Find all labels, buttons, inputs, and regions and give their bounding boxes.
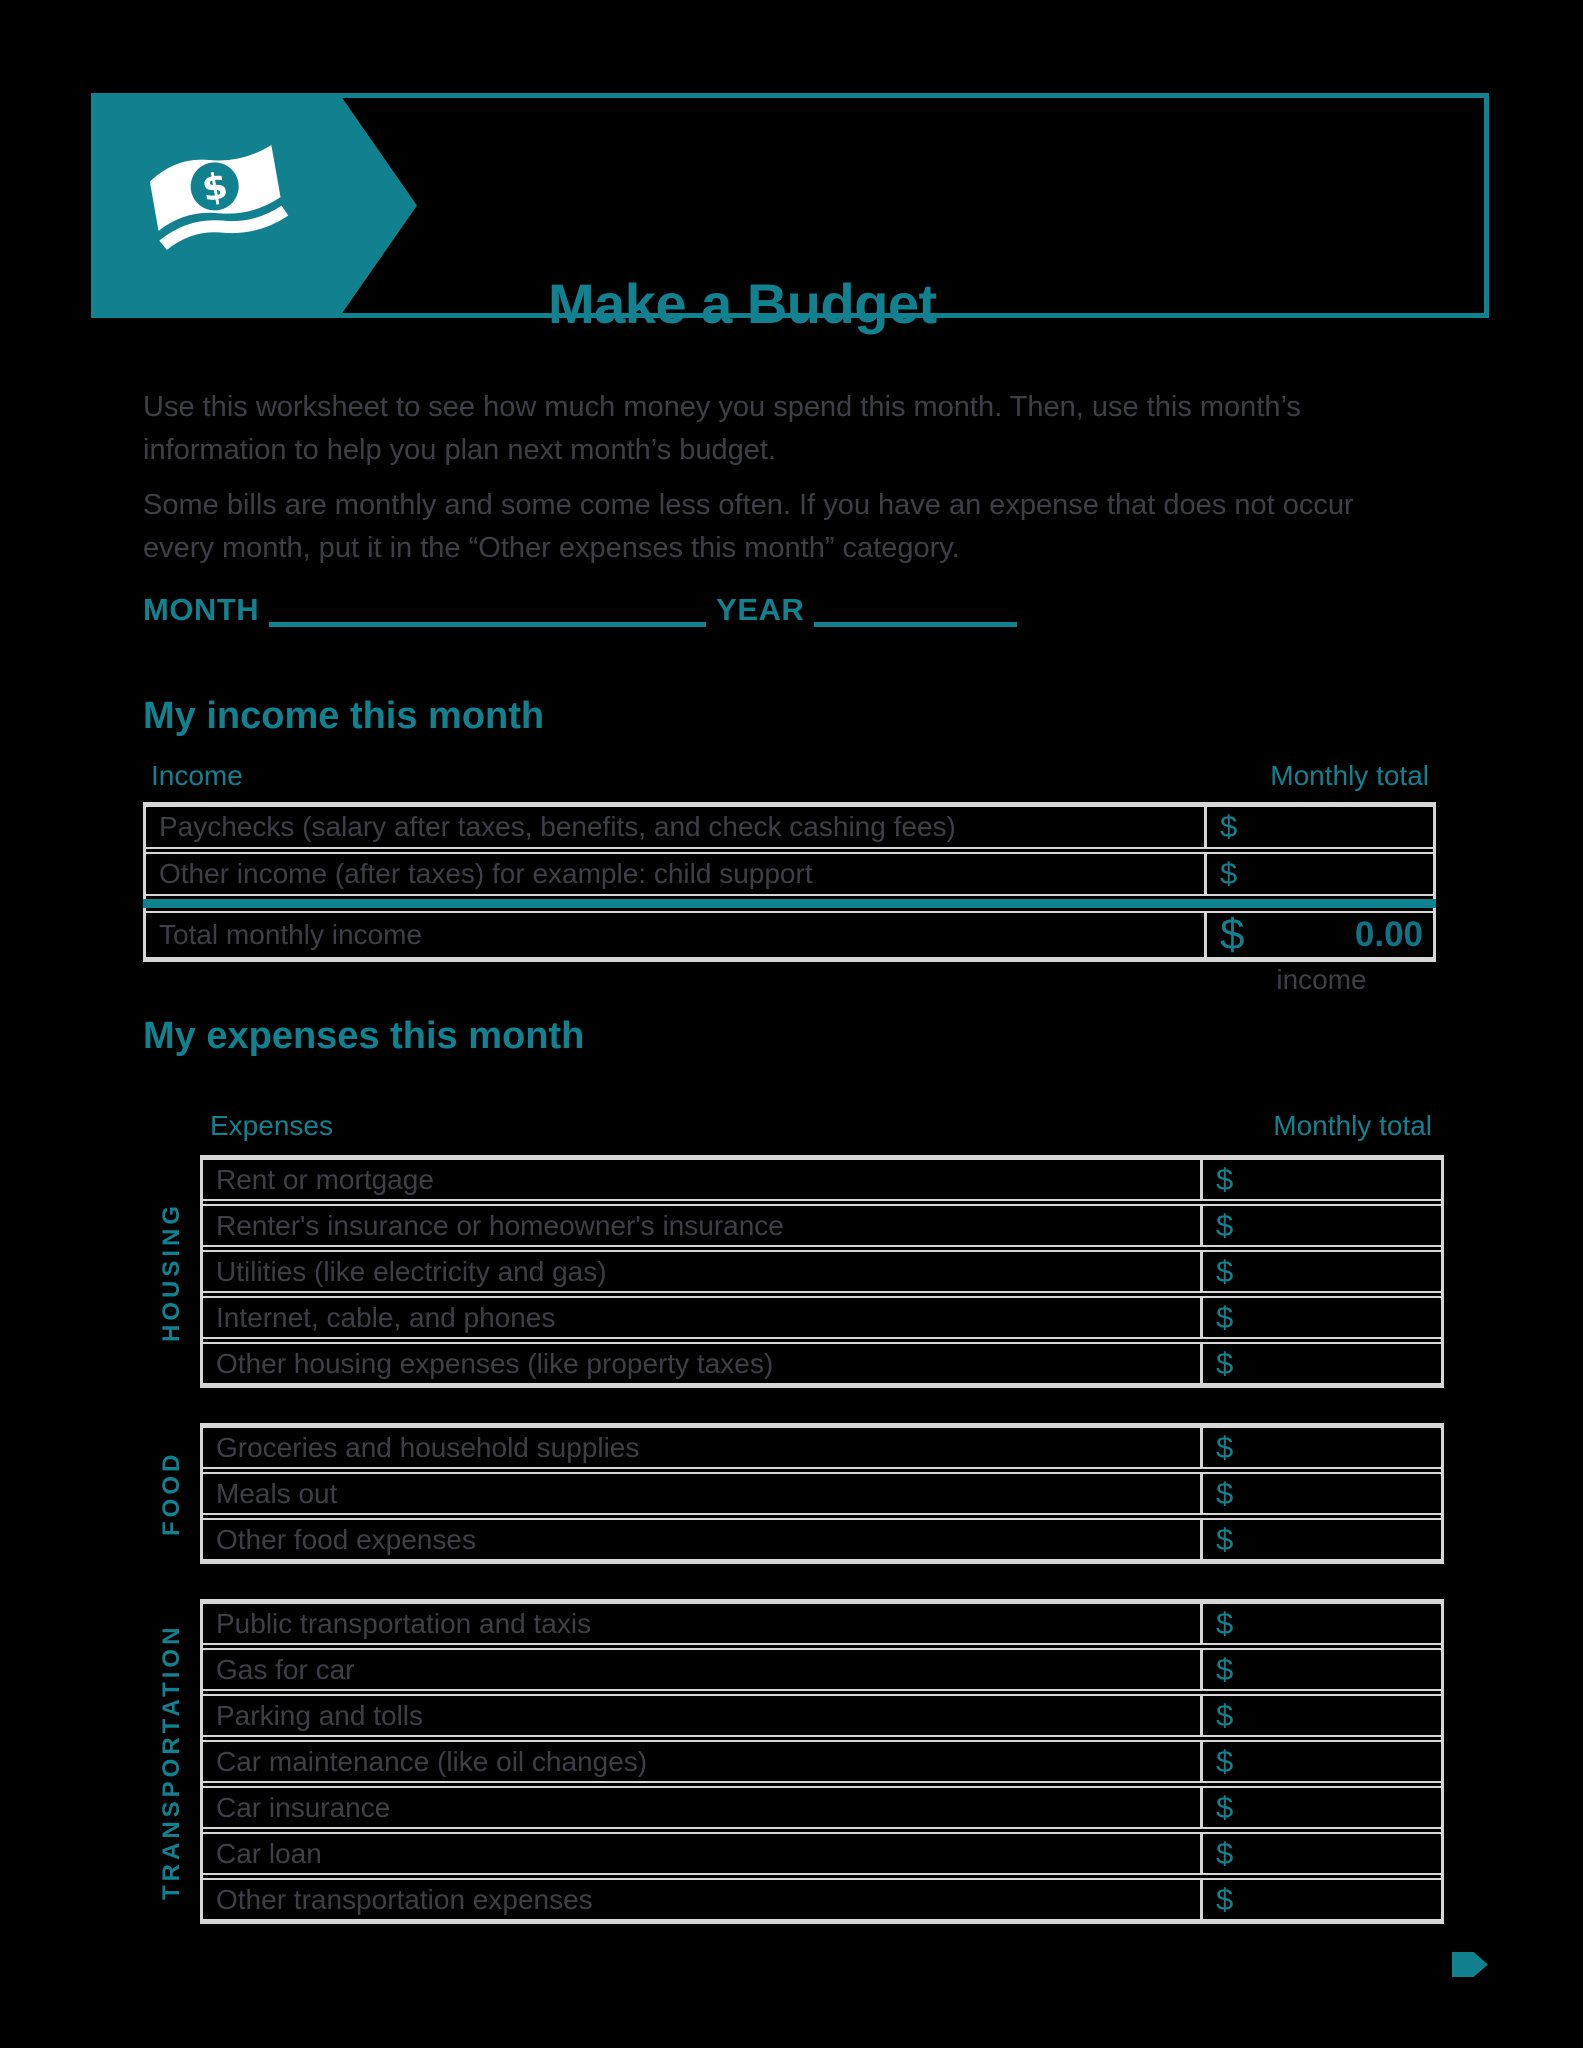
- table-row: [146, 852, 1433, 896]
- amount-cell[interactable]: [1200, 1344, 1441, 1383]
- category-label-housing: HOUSING: [158, 1201, 185, 1342]
- expense-label: Other housing expenses (like property taxes): [216, 1347, 774, 1379]
- dollar-sign: $: [1216, 1253, 1234, 1289]
- dollar-sign: $: [1216, 1789, 1234, 1825]
- expense-label: Renter's insurance or homeowner's insurance: [216, 1209, 784, 1241]
- amount-cell[interactable]: [1200, 1206, 1441, 1245]
- income-row-label: Other income (after taxes) for example: child support: [159, 858, 813, 889]
- expense-label: Internet, cable, and phones: [216, 1301, 556, 1333]
- expenses-monthly-total-label: Monthly total: [1273, 1110, 1432, 1141]
- dollar-sign: $: [1220, 809, 1238, 844]
- dollar-sign: $: [1216, 1161, 1234, 1197]
- table-row: [146, 805, 1433, 849]
- table-row: [203, 1786, 1441, 1829]
- year-label: YEAR: [716, 592, 805, 627]
- income-table: [143, 802, 1436, 962]
- table-row: [203, 1426, 1441, 1469]
- expense-label: Car insurance: [216, 1791, 391, 1823]
- intro-paragraph-2: Some bills are monthly and some come less often. If you have an expense that does not occur every month, put it in the “Other expenses this month” category.: [143, 489, 1354, 564]
- income-row-label: Paychecks (salary after taxes, benefits, and check cashing fees): [159, 811, 956, 842]
- amount-cell[interactable]: [1200, 1650, 1441, 1689]
- dollar-sign: $: [1216, 1605, 1234, 1641]
- amount-cell[interactable]: [1200, 1604, 1441, 1643]
- expense-label: Public transportation and taxis: [216, 1607, 592, 1639]
- intro-paragraph-1: Use this worksheet to see how much money you spend this month. Then, use this month’s information to help you plan next month’s budget.: [143, 391, 1301, 466]
- month-year-row: [143, 594, 1017, 629]
- amount-cell[interactable]: [1200, 1298, 1441, 1337]
- dollar-sign: $: [1220, 910, 1245, 959]
- category-label-food: FOOD: [158, 1450, 185, 1537]
- category-label-transportation: TRANSPORTATION: [158, 1623, 185, 1900]
- income-column-label: Income: [151, 760, 243, 791]
- amount-cell[interactable]: [1200, 1252, 1441, 1291]
- header-banner: [91, 93, 1489, 335]
- dollar-sign: $: [1216, 1299, 1234, 1335]
- dollar-sign: $: [1216, 1743, 1234, 1779]
- expense-label: Other transportation expenses: [216, 1883, 593, 1915]
- expense-label: Car loan: [216, 1837, 322, 1869]
- table-row: [203, 1296, 1441, 1339]
- table-row: [203, 1342, 1441, 1385]
- income-monthly-total-label: Monthly total: [1270, 760, 1429, 791]
- amount-cell[interactable]: [1200, 1428, 1441, 1467]
- income-section-heading: My income this month: [143, 695, 545, 737]
- income-total-label: Total monthly income: [159, 919, 423, 950]
- dollar-sign: $: [1216, 1697, 1234, 1733]
- expense-label: Rent or mortgage: [216, 1163, 434, 1195]
- dollar-sign: $: [1216, 1881, 1234, 1917]
- housing-expenses-table: [200, 1155, 1444, 1388]
- amount-cell[interactable]: [1200, 1696, 1441, 1735]
- dollar-sign: $: [1216, 1651, 1234, 1687]
- transportation-expenses-table: [200, 1599, 1444, 1924]
- dollar-sign: $: [1216, 1345, 1234, 1381]
- table-row: [203, 1518, 1441, 1561]
- expenses-column-label: Expenses: [210, 1110, 333, 1141]
- table-row: [203, 1158, 1441, 1201]
- dollar-sign: $: [1216, 1207, 1234, 1243]
- income-column-headers: [151, 760, 1429, 792]
- amount-cell[interactable]: [1204, 807, 1433, 847]
- month-label: MONTH: [143, 592, 260, 627]
- table-row: [203, 1878, 1441, 1921]
- food-expenses-table: [200, 1423, 1444, 1564]
- table-row: [203, 1250, 1441, 1293]
- expenses-section-heading: My expenses this month: [143, 1015, 585, 1057]
- page-title: Make a Budget: [548, 272, 937, 335]
- amount-cell[interactable]: [1200, 1742, 1441, 1781]
- expense-label: Car maintenance (like oil changes): [216, 1745, 648, 1777]
- expense-label: Meals out: [216, 1477, 338, 1509]
- table-row: [203, 1832, 1441, 1875]
- income-total-row: [146, 911, 1433, 959]
- month-input-line[interactable]: [269, 622, 706, 627]
- amount-cell[interactable]: [1200, 1788, 1441, 1827]
- table-row: [203, 1602, 1441, 1645]
- dollar-sign: $: [1216, 1475, 1234, 1511]
- table-row: [203, 1740, 1441, 1783]
- amount-cell[interactable]: [1200, 1880, 1441, 1919]
- expenses-column-headers: [210, 1110, 1432, 1142]
- total-amount-cell: [1204, 910, 1433, 959]
- amount-cell[interactable]: [1200, 1160, 1441, 1199]
- expense-label: Parking and tolls: [216, 1699, 424, 1731]
- year-input-line[interactable]: [814, 622, 1017, 627]
- page-corner-flag-icon: [1452, 1952, 1488, 1977]
- table-row: [203, 1648, 1441, 1691]
- table-row: [203, 1694, 1441, 1737]
- svg-text:$: $: [199, 165, 231, 211]
- amount-cell[interactable]: [1204, 854, 1433, 894]
- income-caption: income: [1276, 964, 1367, 995]
- dollar-sign: $: [1220, 856, 1238, 891]
- dollar-sign: $: [1216, 1835, 1234, 1871]
- amount-cell[interactable]: [1200, 1520, 1441, 1559]
- amount-cell[interactable]: [1200, 1474, 1441, 1513]
- header-flag-shape: [91, 93, 417, 318]
- money-bill-icon: [136, 133, 316, 278]
- expense-label: Gas for car: [216, 1653, 355, 1685]
- amount-cell[interactable]: [1200, 1834, 1441, 1873]
- dollar-sign: $: [1216, 1429, 1234, 1465]
- total-income-value: 0.00: [1354, 915, 1423, 954]
- table-row: [203, 1472, 1441, 1515]
- table-row: [203, 1204, 1441, 1247]
- expense-label: Utilities (like electricity and gas): [216, 1255, 607, 1287]
- dollar-sign: $: [1216, 1521, 1234, 1557]
- expense-label: Other food expenses: [216, 1523, 476, 1555]
- expense-label: Groceries and household supplies: [216, 1431, 640, 1463]
- income-total-divider: [143, 899, 1436, 908]
